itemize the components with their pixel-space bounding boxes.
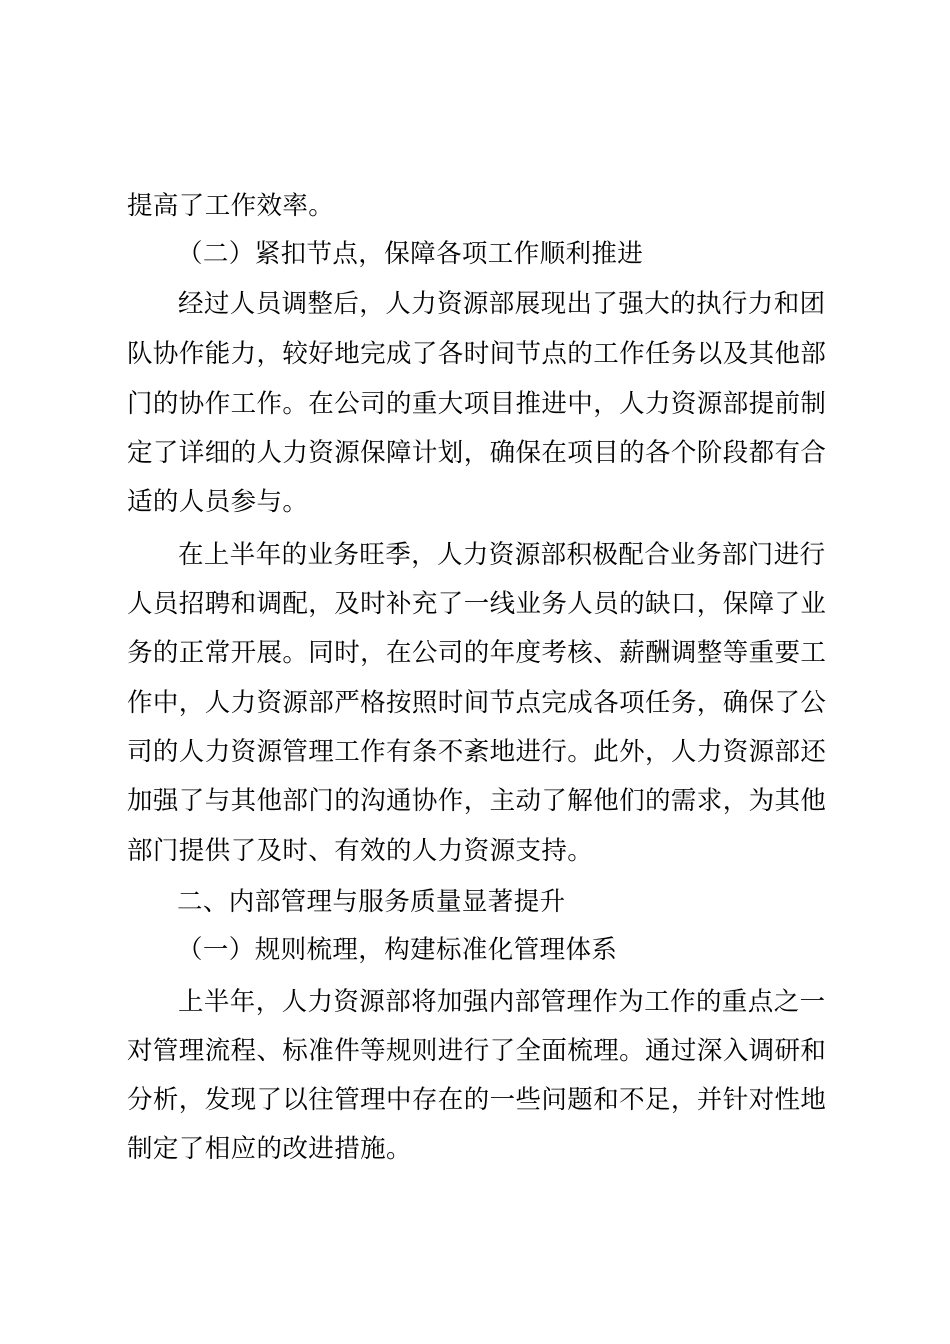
- paragraph-line: 对管理流程、标准件等规则进行了全面梳理。通过深入调研和: [127, 1036, 827, 1066]
- paragraph-line: 队协作能力，较好地完成了各时间节点的工作任务以及其他部: [127, 339, 827, 369]
- paragraph-line: 经过人员调整后，人力资源部展现出了强大的执行力和团: [178, 289, 826, 319]
- paragraph-line: 司的人力资源管理工作有条不紊地进行。此外，人力资源部还: [127, 737, 827, 767]
- subsection-heading: （一）规则梳理，构建标准化管理体系: [177, 935, 618, 965]
- paragraph-line: 制定了相应的改进措施。: [127, 1134, 412, 1164]
- text-line: 提高了工作效率。: [127, 191, 335, 221]
- section-heading: 二、内部管理与服务质量显著提升: [177, 887, 566, 917]
- paragraph-line: 作中，人力资源部严格按照时间节点完成各项任务，确保了公: [127, 688, 827, 718]
- paragraph-line: 人员招聘和调配，及时补充了一线业务人员的缺口，保障了业: [127, 589, 827, 619]
- paragraph-line: 加强了与其他部门的沟通协作，主动了解他们的需求，为其他: [127, 786, 827, 816]
- paragraph-line: 务的正常开展。同时，在公司的年度考核、薪酬调整等重要工: [127, 638, 827, 668]
- paragraph-line: 上半年，人力资源部将加强内部管理作为工作的重点之一: [178, 987, 826, 1017]
- paragraph-line: 分析，发现了以往管理中存在的一些问题和不足，并针对性地: [127, 1085, 827, 1115]
- paragraph-line: 适的人员参与。: [127, 487, 309, 517]
- paragraph-line: 定了详细的人力资源保障计划，确保在项目的各个阶段都有合: [127, 438, 827, 468]
- paragraph-line: 在上半年的业务旺季，人力资源部积极配合业务部门进行: [178, 540, 826, 570]
- section-heading: （二）紧扣节点，保障各项工作顺利推进: [177, 239, 644, 269]
- paragraph-line: 门的协作工作。在公司的重大项目推进中，人力资源部提前制: [127, 389, 827, 419]
- paragraph-line: 部门提供了及时、有效的人力资源支持。: [127, 836, 594, 866]
